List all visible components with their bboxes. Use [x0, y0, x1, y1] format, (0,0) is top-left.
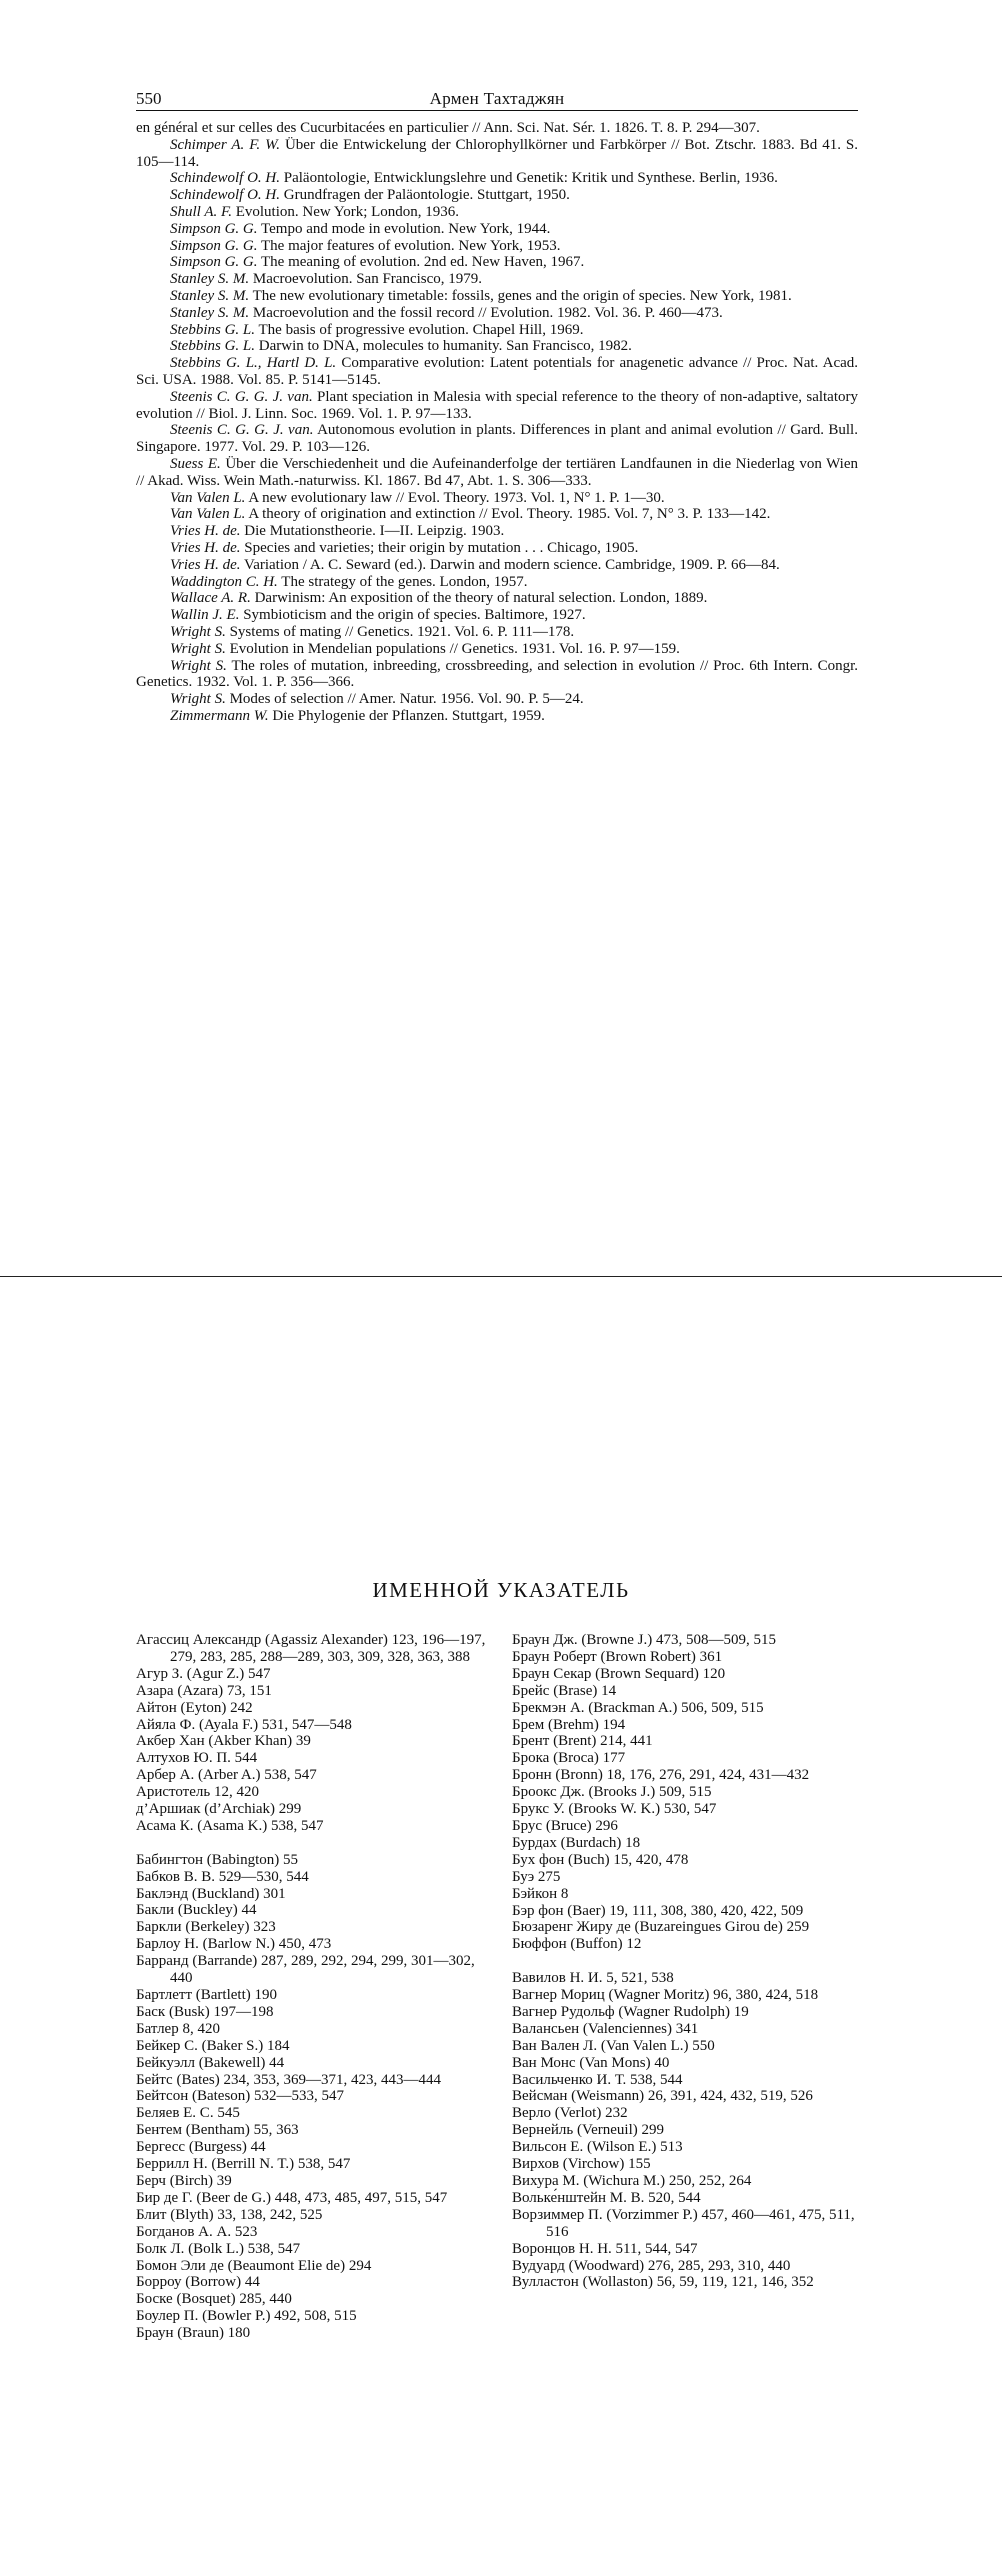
reference-entry	[136, 624, 858, 641]
reference-author: Simpson G. G.	[170, 254, 258, 271]
reference-entry	[136, 691, 858, 708]
reference-author: Simpson G. G.	[170, 220, 258, 237]
index-entry: Аристотель 12, 420	[136, 1784, 259, 1801]
running-title: Армен Тахтаджян	[429, 89, 565, 108]
reference-text: Variation / A. C. Seward (ed.). Darwin and modern science. Cambridge, 1909. P. 66—84.	[244, 556, 780, 573]
reference-text: The strategy of the genes. London, 1957.	[281, 573, 528, 590]
reference-text: Modes of selection // Amer. Natur. 1956. Vol. 90. P. 5—24.	[229, 691, 584, 708]
reference-author: Vries H. de.	[170, 523, 241, 540]
reference-text: Die Phylogenie der Pflanzen. Stuttgart, 1959.	[272, 707, 545, 724]
index-entry: Агур З. (Agur Z.) 547	[136, 1665, 271, 1682]
reference-text: A theory of origination and extinction // Evol. Theory. 1985. Vol. 7, N° 3. P. 133—142.	[248, 506, 771, 523]
reference-text: Über die Entwickelung der Chlorophyllkörner und Farbkörper // Bot. Ztschr. 1883. Bd 41. S. 105—114.	[136, 136, 858, 170]
reference-text: A new evolutionary law // Evol. Theory. 1973. Vol. 1, N° 1. P. 1—30.	[248, 489, 665, 506]
reference-text: The basis of progressive evolution. Chapel Hill, 1969.	[258, 321, 584, 338]
reference-author: Stebbins G. L.	[170, 338, 256, 355]
reference-text: Darwinism: An exposition of the theory of natural selection. London, 1889.	[254, 590, 708, 607]
index-entry: Бир де Г. (Beer de G.) 448, 473, 485, 497, 515, 547	[136, 2189, 448, 2206]
index-entry: Беррилл Н. (Berrill N. T.) 538, 547	[136, 2156, 351, 2173]
reference-entry	[136, 422, 858, 456]
index-entry: Вулластон (Wollaston) 56, 59, 119, 121, 146, 352	[512, 2274, 814, 2291]
reference-entry	[136, 607, 858, 624]
index-entry: Блит (Blyth) 33, 138, 242, 525	[136, 2206, 323, 2223]
reference-author: Simpson G. G.	[170, 237, 258, 254]
reference-text: Macroevolution and the fossil record // Evolution. 1982. Vol. 36. P. 460—473.	[252, 304, 723, 321]
reference-entry	[136, 540, 858, 557]
reference-text: Comparative evolution: Latent potentials for anagenetic advance // Proc. Nat. Acad. Sci. USA. 1988. Vol. 85. P. 5141—5145.	[136, 355, 859, 388]
index-entry: Бартлетт (Bartlett) 190	[136, 1987, 277, 2004]
reference-author: Schindewolf O. H.	[170, 170, 280, 187]
reference-author: Waddington C. H.	[170, 573, 278, 590]
reference-entry	[136, 708, 858, 725]
index-entry: Бомон Эли де (Beaumont Elie de) 294	[136, 2257, 372, 2274]
index-entry: Воронцов Н. Н. 511, 544, 547	[512, 2240, 698, 2257]
index-entry: Брем (Brehm) 194	[512, 1716, 626, 1733]
reference-author: Suess E.	[170, 455, 221, 472]
reference-entry	[136, 120, 858, 137]
reference-entry	[136, 204, 858, 221]
reference-author: Shull A. F.	[170, 203, 232, 220]
reference-author: Steenis C. G. G. J. van.	[170, 388, 313, 405]
reference-author: Vries H. de.	[170, 556, 241, 573]
reference-entry	[136, 338, 858, 355]
reference-text: The major features of evolution. New York, 1953.	[261, 237, 561, 254]
reference-text: The meaning of evolution. 2nd ed. New Haven, 1967.	[261, 254, 585, 271]
index-entry: Акбер Хан (Akber Khan) 39	[136, 1733, 311, 1750]
reference-text: Die Mutationstheorie. I—II. Leipzig. 1903.	[244, 523, 505, 540]
index-entry: Брейс (Brase) 14	[512, 1682, 617, 1699]
index-entry: Ван Вален Л. (Van Valen L.) 550	[512, 2037, 715, 2054]
reference-entry	[136, 523, 858, 540]
index-entry: Вильсон Е. (Wilson E.) 513	[512, 2139, 683, 2156]
index-entry: Вагнер Мориц (Wagner Moritz) 96, 380, 424, 518	[512, 1987, 819, 2004]
index-entry: Баск (Busk) 197—198	[136, 2003, 274, 2020]
index-column-right	[512, 1632, 867, 2291]
reference-list	[136, 120, 858, 725]
index-entry: Батлер 8, 420	[136, 2020, 220, 2037]
reference-entry	[136, 355, 858, 389]
index-entry: Арбер А. (Arber A.) 538, 547	[136, 1767, 317, 1784]
reference-text: Darwin to DNA, molecules to humanity. San Francisco, 1982.	[258, 338, 632, 355]
reference-text: Macroevolution. San Francisco, 1979.	[252, 271, 483, 288]
index-entry: Верло (Verlot) 232	[512, 2105, 628, 2122]
reference-text: Plant speciation in Malesia with special reference to the theory of non-adaptive, saltatory evolution // Biol. J. Linn. Soc. 1969. Vol. 1. P. 97—133.	[136, 388, 859, 422]
index-page	[0, 1277, 1002, 2554]
index-entry: Брока (Broca) 177	[512, 1750, 626, 1767]
index-entry: Богданов А. А. 523	[136, 2223, 258, 2240]
index-entry: Брукс У. (Brooks W. K.) 530, 547	[512, 1801, 717, 1818]
index-entry: Ван Монс (Van Mons) 40	[512, 2054, 670, 2071]
reference-entry	[136, 490, 858, 507]
index-entry: Азара (Azara) 73, 151	[136, 1682, 272, 1699]
index-entry: Валансьен (Valenciennes) 341	[512, 2020, 699, 2037]
index-entry: Бейкер С. (Baker S.) 184	[136, 2037, 290, 2054]
running-header	[136, 88, 858, 111]
reference-entry	[136, 238, 858, 255]
index-entry: Вернейль (Verneuil) 299	[512, 2122, 665, 2139]
reference-entry	[136, 322, 858, 339]
index-entry: Баклэнд (Buckland) 301	[136, 1885, 286, 1902]
reference-entry	[136, 187, 858, 204]
reference-entry	[136, 641, 858, 658]
index-entry: Ворзиммер П. (Vorzimmer P.) 457, 460—461, 475, 511, 516	[512, 2206, 855, 2240]
reference-author: Stanley S. M.	[170, 304, 250, 321]
reference-entry	[136, 305, 858, 322]
reference-entry	[136, 506, 858, 523]
index-entry: Беляев Е. С. 545	[136, 2105, 240, 2122]
reference-entry	[136, 254, 858, 271]
reference-author: Stebbins G. L., Hartl D. L.	[170, 355, 337, 372]
reference-text: Tempo and mode in evolution. New York, 1944.	[261, 220, 551, 237]
index-entry: Асама К. (Asama K.) 538, 547	[136, 1817, 324, 1834]
reference-text: Symbioticism and the origin of species. Baltimore, 1927.	[243, 607, 586, 624]
index-entry: Браун (Braun) 180	[136, 2325, 251, 2342]
index-entry: Бэр фон (Baer) 19, 111, 308, 380, 420, 422, 509	[512, 1902, 804, 1919]
reference-author: Stebbins G. L.	[170, 321, 256, 338]
reference-text: Paläontologie, Entwicklungslehre und Genetik: Kritik und Synthese. Berlin, 1936.	[283, 170, 778, 187]
index-entry: Вагнер Рудольф (Wagner Rudolph) 19	[512, 2003, 749, 2020]
index-entry: Бентем (Bentham) 55, 363	[136, 2122, 299, 2139]
index-entry: Болк Л. (Bolk L.) 538, 547	[136, 2240, 301, 2257]
reference-text: Evolution in Mendelian populations // Genetics. 1931. Vol. 16. P. 97—159.	[229, 640, 680, 657]
reference-author: Zimmermann W.	[170, 707, 269, 724]
reference-author: Steenis C. G. G. J. van.	[170, 422, 314, 439]
reference-entry	[136, 221, 858, 238]
reference-entry	[136, 590, 858, 607]
reference-author: Wright S.	[170, 623, 226, 640]
reference-text: Evolution. New York; London, 1936.	[235, 203, 460, 220]
index-entry: Бакли (Buckley) 44	[136, 1902, 257, 1919]
index-entry: Бух фон (Buch) 15, 420, 478	[512, 1851, 689, 1868]
index-title: ИМЕННОЙ УКАЗАТЕЛЬ	[372, 1578, 630, 1602]
index-entry: Браун Роберт (Brown Robert) 361	[512, 1648, 723, 1665]
index-entry: д’Аршиак (d’Archiak) 299	[136, 1801, 302, 1818]
index-entry: Айяла Ф. (Ayala F.) 531, 547—548	[136, 1716, 352, 1733]
index-entry: Бабингтон (Babington) 55	[136, 1851, 298, 1868]
reference-text: The roles of mutation, inbreeding, crossbreeding, and selection in evolution // Proc. 6th Intern. Congr. Genetics. 1932. Vol. 1. P. 356—366.	[136, 657, 859, 691]
reference-author: Schimper A. F. W.	[170, 136, 280, 153]
reference-author: Wright S.	[170, 640, 226, 657]
reference-entry	[136, 170, 858, 187]
index-entry: Бабков В. В. 529—530, 544	[136, 1868, 309, 1885]
index-entry: Вудуард (Woodward) 276, 285, 293, 310, 440	[512, 2257, 791, 2274]
index-entry: Вавилов Н. И. 5, 521, 538	[512, 1970, 674, 1987]
reference-author: Schindewolf O. H.	[170, 187, 280, 204]
reference-author: Wallace A. R.	[170, 590, 251, 607]
index-entry: Вихура М. (Wichura M.) 250, 252, 264	[512, 2172, 752, 2189]
index-entry: Боске (Bosquet) 285, 440	[136, 2291, 292, 2308]
index-entry: Бюзаренг Жиру де (Buzareingues Girou de) 259	[512, 1919, 810, 1936]
index-entry: Вирхов (Virchow) 155	[512, 2156, 651, 2173]
index-entry: Бейтсон (Bateson) 532—533, 547	[136, 2088, 345, 2105]
reference-author: Wright S.	[170, 691, 226, 708]
index-entry: Бурдах (Burdach) 18	[512, 1834, 641, 1851]
reference-text: Systems of mating // Genetics. 1921. Vol. 6. P. 111—178.	[229, 623, 575, 640]
index-entry: Браун Дж. (Browne J.) 473, 508—509, 515	[512, 1632, 776, 1648]
index-entry: Барранд (Barrande) 287, 289, 292, 294, 299, 301—302, 440	[136, 1953, 475, 1987]
index-entry: Борроу (Borrow) 44	[136, 2274, 260, 2291]
index-entry: Барлоу Н. (Barlow N.) 450, 473	[136, 1936, 332, 1953]
reference-author: Vries H. de.	[170, 539, 241, 556]
index-entry: Бронн (Bronn) 18, 176, 276, 291, 424, 431—432	[512, 1767, 810, 1784]
reference-text: The new evolutionary timetable: fossils, genes and the origin of species. New York, 1981.	[252, 287, 792, 304]
index-entry: Бергесс (Burgess) 44	[136, 2139, 266, 2156]
reference-entry	[136, 288, 858, 305]
reference-author: Wright S.	[170, 657, 227, 674]
index-entry: Алтухов Ю. П. 544	[136, 1750, 258, 1767]
reference-entry	[136, 271, 858, 288]
index-column-left	[136, 1632, 491, 2342]
index-entry: Баркли (Berkeley) 323	[136, 1919, 276, 1936]
reference-author: Van Valen L.	[170, 506, 246, 523]
index-entry: Броокс Дж. (Brooks J.) 509, 515	[512, 1784, 712, 1801]
reference-text: Über die Verschiedenheit und die Aufeinanderfolge der tertiären Landfaunen in die Niederlag von Wien // Akad. Wiss. Wein Math.-naturwiss. Kl. 1867. Bd 47, Abt. 1. S. 306—333.	[136, 455, 859, 489]
reference-author: Van Valen L.	[170, 489, 246, 506]
index-entry: Бейтс (Bates) 234, 353, 369—371, 423, 443—444	[136, 2071, 442, 2088]
index-entry: Буэ 275	[512, 1868, 561, 1885]
reference-author: Stanley S. M.	[170, 271, 250, 288]
index-entry: Васильченко И. Т. 538, 544	[512, 2071, 683, 2088]
reference-entry	[136, 658, 858, 692]
index-entry: Вейсман (Weismann) 26, 391, 424, 432, 519, 526	[512, 2088, 813, 2105]
index-entry: Брус (Bruce) 296	[512, 1817, 618, 1834]
reference-text: en général et sur celles des Cucurbitacées en particulier // Ann. Sci. Nat. Sér. 1. 1826. T. 8. P. 294—307.	[136, 120, 760, 136]
index-entry: Берч (Birch) 39	[136, 2172, 232, 2189]
reference-entry	[136, 557, 858, 574]
reference-entry	[136, 574, 858, 591]
index-entry: Агассиц Александр (Agassiz Alexander) 123, 196—197, 279, 283, 285, 288—289, 303, 309, 328, 363, 388	[136, 1632, 486, 1665]
reference-entry	[136, 389, 858, 423]
index-entry: Браун Секар (Brown Sequard) 120	[512, 1665, 726, 1682]
reference-author: Stanley S. M.	[170, 287, 250, 304]
reference-author: Wallin J. E.	[170, 607, 240, 624]
index-entry: Бейкуэлл (Bakewell) 44	[136, 2054, 285, 2071]
reference-entry	[136, 137, 858, 171]
reference-text: Autonomous evolution in plants. Differences in plant and animal evolution // Gard. Bull. Singapore. 1977. Vol. 29. P. 103—126.	[136, 422, 858, 456]
reference-entry	[136, 456, 858, 490]
index-entry: Брекмэн А. (Brackman A.) 506, 509, 515	[512, 1699, 764, 1716]
index-entry: Айтон (Eyton) 242	[136, 1699, 253, 1716]
index-entry: Бэйкон 8	[512, 1885, 569, 1902]
page-number: 550	[136, 89, 162, 108]
index-entry: Бюффон (Buffon) 12	[512, 1936, 642, 1953]
reference-text: Grundfragen der Paläontologie. Stuttgart, 1950.	[283, 187, 570, 204]
reference-text: Species and varieties; their origin by mutation . . . Chicago, 1905.	[244, 539, 639, 556]
index-entry: Вольке́нштейн М. В. 520, 544	[512, 2189, 701, 2206]
index-entry: Боулер П. (Bowler P.) 492, 508, 515	[136, 2308, 357, 2325]
index-entry: Брент (Brent) 214, 441	[512, 1733, 653, 1750]
